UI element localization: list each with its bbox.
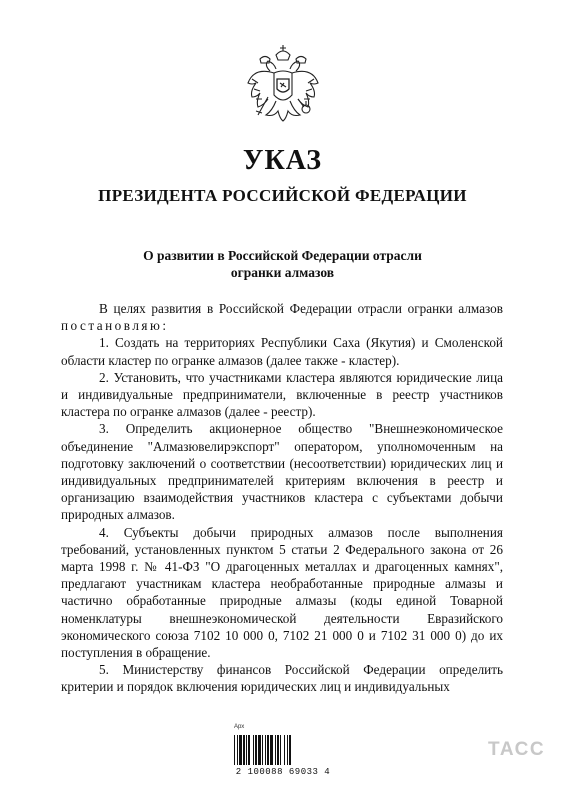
document-title: УКАЗ bbox=[242, 145, 323, 176]
barcode-number: 2 100088 69033 4 bbox=[235, 767, 331, 777]
paragraph-5: 5. Министерству финансов Российской Федерации определить критерии и порядок включения юридических лиц и индивидуальных bbox=[61, 662, 503, 695]
intro-text: В целях развития в Российской Федерации отрасли огранки алмазов bbox=[99, 301, 503, 316]
barcode-icon bbox=[232, 735, 324, 765]
decree-subject bbox=[100, 247, 465, 281]
document-subtitle: ПРЕЗИДЕНТА РОССИЙСКОЙ ФЕДЕРАЦИИ bbox=[98, 186, 467, 205]
subject-line-2: огранки алмазов bbox=[230, 265, 335, 280]
intro-paragraph bbox=[61, 300, 503, 334]
subject-line-1: О развитии в Российской Федерации отрасли bbox=[143, 248, 422, 263]
intro-colon: : bbox=[162, 318, 166, 334]
paragraph-2: 2. Установить, что участниками кластера являются юридические лица и индивидуальные предприниматели, включенные в реестр участников кластера по огранке алмазов (далее - реестр). bbox=[61, 369, 503, 420]
archive-stamp: Арх bbox=[234, 724, 245, 730]
decree-keyword: постановляю bbox=[61, 318, 163, 334]
paragraph-3: 3. Определить акционерное общество "Внешнеэкономическое объединение "Алмазювелирэкспорт" оператором, уполномоченным на подготовку заключений о соответствии (несоответствии) юридических лиц и индивидуальных предпринимателей критериям включения в реестр и организацию взаимодействия участников кластера с субъектами добычи природных алмазов. bbox=[61, 421, 503, 523]
paragraph-4: 4. Субъекты добычи природных алмазов после выполнения требований, установленных пунктом 5 статьи 2 Федерального закона от 26 марта 1998 г. № 41-ФЗ "О драгоценных металлах и драгоценных камнях", предлагают участникам кластера необработанные природные алмазы и частично обработанные природные алмазы (коды единой Товарной номенклатуры внешнеэкономической деятельности Евразийского экономического союза 7102 10 000 0, 7102 21 000 0 и 7102 31 000 0) до их поступления в обращение. bbox=[61, 524, 503, 661]
decree-body bbox=[61, 300, 503, 696]
tass-watermark: ТАСС bbox=[488, 739, 546, 760]
paragraph-1: 1. Создать на территориях Республики Саха (Якутия) и Смоленской области кластер по огранке алмазов (далее также - кластер). bbox=[61, 335, 503, 368]
coat-of-arms-icon bbox=[246, 45, 320, 133]
